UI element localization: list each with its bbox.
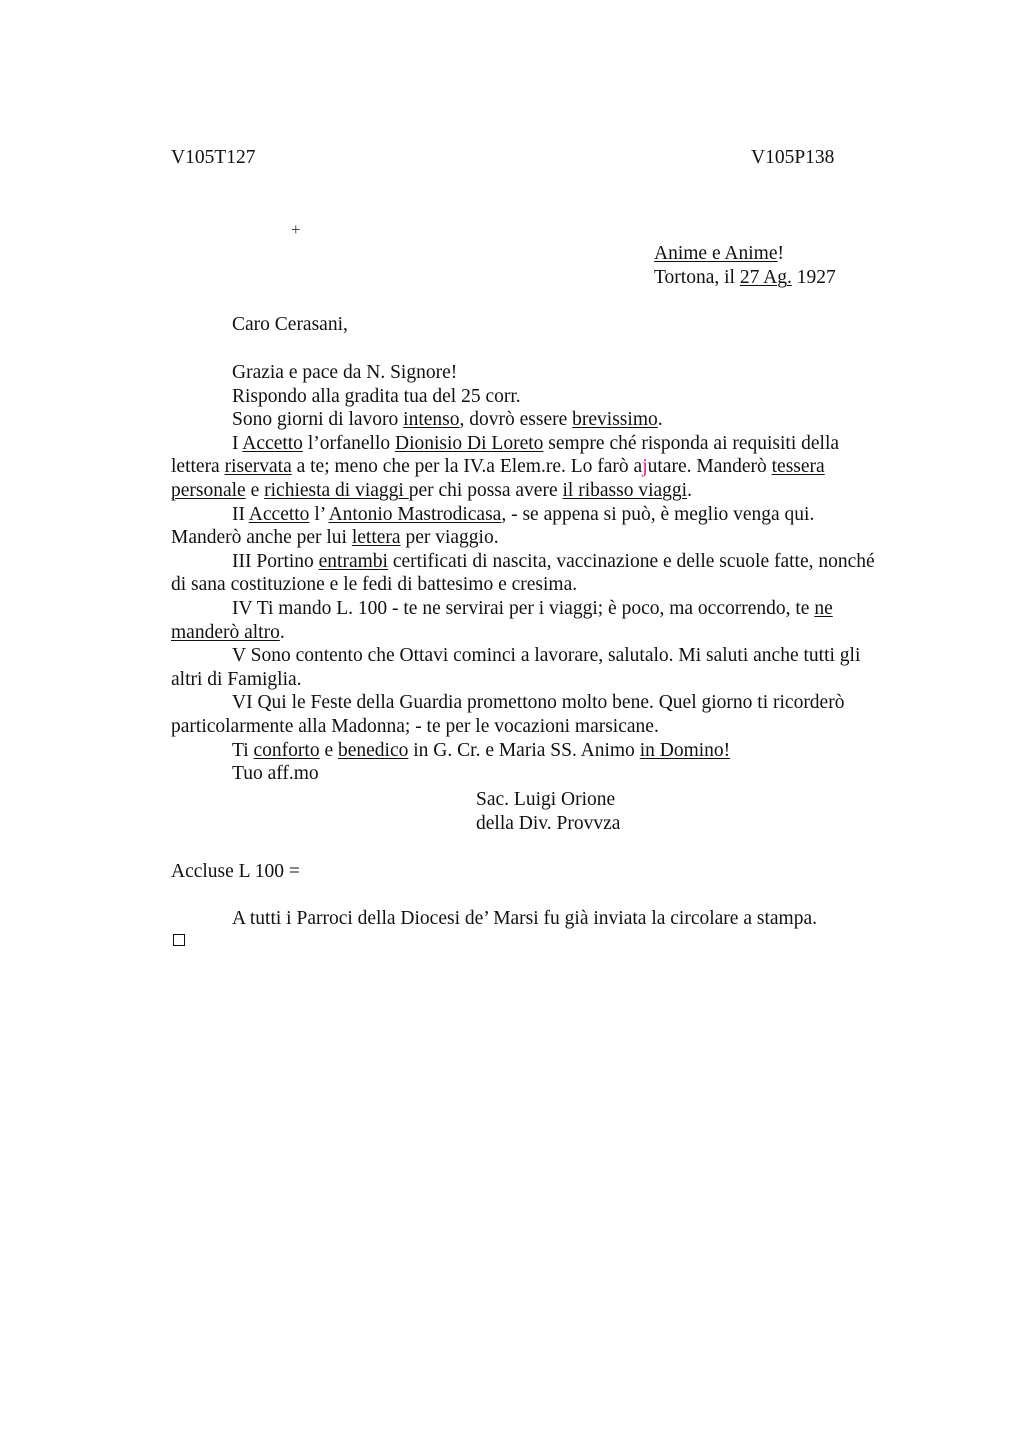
place-date: [654, 266, 836, 290]
paragraph-point-3-line-2: di sana costituzione e le fedi di battesimo e cresima.: [171, 574, 578, 596]
cross-symbol: +: [291, 220, 301, 239]
paragraph-point-1-line-2: lettera riservata a te; meno che per la IV.a Elem.re. Lo farò ajutare. Manderò tessera: [171, 456, 825, 478]
paragraph-point-6: VI Qui le Feste della Guardia promettono molto bene. Quel giorno ti ricorderò: [232, 692, 845, 714]
signature-name: Sac. Luigi Orione: [476, 789, 616, 810]
paragraph-point-2: II Accetto l’ Antonio Mastrodicasa, - se appena si può, è meglio venga qui.: [232, 503, 815, 525]
paragraph-brief: Sono giorni di lavoro intenso, dovrò essere brevissimo.: [232, 409, 663, 431]
motto-punct: !: [777, 243, 784, 264]
paragraph-point-4-line-2: manderò altro.: [171, 621, 285, 643]
checkbox-symbol: [173, 934, 185, 946]
paragraph-point-4: IV Ti mando L. 100 - te ne servirai per i viaggi; è poco, ma occorrendo, te ne: [232, 597, 833, 619]
date-text: 27 Ag.: [739, 267, 792, 288]
closing: Tuo aff.mo: [232, 763, 319, 785]
paragraph-point-1-line-3: personale e richiesta di viaggi per chi possa avere il ribasso viaggi.: [171, 479, 692, 501]
document-code-right: V105P138: [751, 147, 835, 168]
year-text: 1927: [791, 267, 836, 288]
highlighted-letter: j: [642, 456, 648, 478]
paragraph-reply: Rispondo alla gradita tua del 25 corr.: [232, 385, 521, 407]
paragraph-point-3: III Portino entrambi certificati di nascita, vaccinazione e delle scuole fatte, nonché: [232, 550, 875, 572]
signature-title: della Div. Provvza: [476, 812, 621, 834]
document-code-left: V105T127: [171, 147, 256, 168]
motto: [654, 242, 784, 266]
motto-text: Anime e Anime: [654, 243, 778, 264]
paragraph-point-6-line-2: particolarmente alla Madonna; - te per le vocazioni marsicane.: [171, 715, 659, 737]
salutation: Caro Cerasani,: [232, 314, 348, 335]
paragraph-point-5-line-2: altri di Famiglia.: [171, 668, 302, 690]
place-text: Tortona, il: [654, 267, 740, 288]
postscript: A tutti i Parroci della Diocesi de’ Marsi fu già inviata la circolare a stampa.: [232, 908, 817, 929]
enclosure-note: Accluse L 100 =: [171, 861, 300, 882]
paragraph-greeting: Grazia e pace da N. Signore!: [232, 362, 458, 383]
letter-body: [171, 361, 931, 786]
paragraph-point-5: V Sono contento che Ottavi cominci a lavorare, salutalo. Mi saluti anche tutti gli: [232, 645, 861, 667]
paragraph-point-2-line-2: Manderò anche per lui lettera per viaggio.: [171, 527, 499, 549]
paragraph-blessing: Ti conforto e benedico in G. Cr. e Maria SS. Animo in Domino!: [232, 739, 731, 761]
paragraph-point-1: I Accetto l’orfanello Dionisio Di Loreto sempre ché risponda ai requisiti della: [232, 432, 840, 454]
signature: [476, 788, 620, 835]
